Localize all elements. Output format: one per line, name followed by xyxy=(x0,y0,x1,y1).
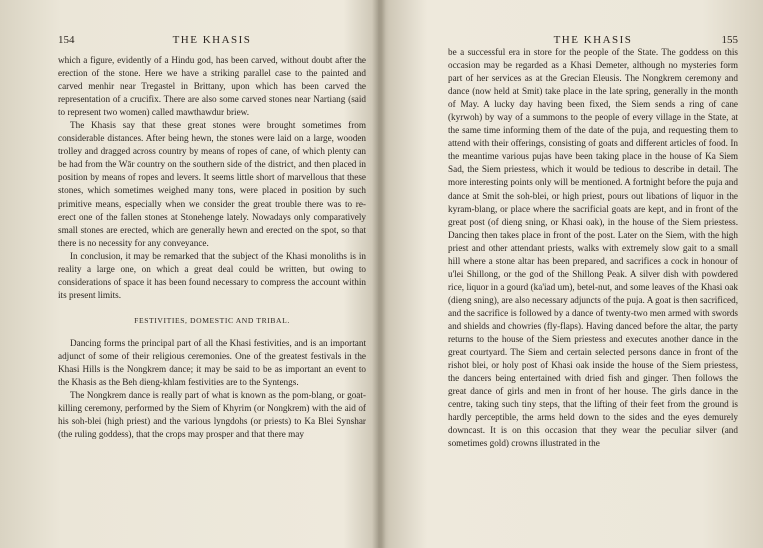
left-running-head xyxy=(58,34,366,50)
paragraph: The Khasis say that these great stones were brought sometimes from considerable distances. After being hewn, the stones were laid on a large, wooden trolley and dragged across country by means of ropes of cane, of which plenty can be had from the Wār country on the southern side of the district, and then placed in position by means of ropes and levers. It seems little short of marvellous that these stones, which sometimes weighed many tons, were placed in position by such primitive means, especially when we consider the great trouble there was to re-erect one of the fallen stones at Stonehenge lately. Nowadays only comparatively small stones are erected, which are generally hewn and erected on the spot, so that there is no necessity for any conveyance. xyxy=(58,120,366,248)
right-page xyxy=(448,0,738,548)
left-running-title: THE KHASIS xyxy=(172,34,252,46)
right-page-body xyxy=(448,46,738,546)
right-running-head xyxy=(448,34,738,50)
paragraph: which a figure, evidently of a Hindu god, has been carved, without doubt after the erection of the stone. Here we have a striking parallel case to the painted and carved menhir near Tregastel in Brittany, upon which has been carved the representation of a crucifix. There are also some carved stones near Nartiang (said to represent two women) called mawthawdur briew. xyxy=(58,55,366,118)
book-gutter xyxy=(372,0,386,548)
left-page xyxy=(58,0,366,548)
paragraph: The Nongkrem dance is really part of what is known as the pom-blang, or goat-killing ceremony, performed by the Siem of Khyrim (or Nongkrem) with the aid of his soh-blei (high priest) and the various lyngdohs (or priests) to Ka Blei Synshar (the ruling goddess), that the crops may prosper and that there may xyxy=(58,390,366,440)
right-page-number: 155 xyxy=(721,34,738,46)
right-running-title: THE KHASIS xyxy=(553,34,633,46)
section-heading: FESTIVITIES, DOMESTIC AND TRIBAL. xyxy=(134,315,290,325)
paragraph: be a successful era in store for the people of the State. The goddess on this occasion may be regarded as a Khasi Demeter, although no mysteries form part of her services as at the Grecian Eleusis. The Nongkrem ceremony and dance (now held at Smit) take place in the late spring, generally in the month of May. A lucky day having been fixed, the Siem sends a ring of cane (kyrwoh) by way of a summons to the people of every village in the State, at the same time informing them of the date of the puja, and requesting them to attend with their offerings, consisting of goats and different articles of food. In the meantime various pujas have been taking place in the house of Ka Siem Sad, the Siem priestess, which it would be tedious to describe in detail. The more interesting points only will be mentioned. A fortnight before the puja and dance at Smit the soh-blei, or high priest, pours out libations of liquor in the kyram-blang, or place where the sacrificial goats are kept, and in front of the great post (of dieng sning, or Khasi oak), in the house of the Siem priestess. Dancing then takes place in front of the post. Later on the Siem, with the high priest and other attendant priests, walks with extremely slow gait to a small hill where a stone altar has been prepared, and sacrifices a cock in honour of u'lei Shillong, or the god of the Shillong Peak. A silver dish with powdered rice, liquor in a gourd (ka'iad um), betel-nut, and some leaves of the Khasi oak (dieng sning), are also necessary adjuncts of the puja. A goat is then sacrificed, and the sacrifice is followed by a dance of twenty-two men armed with swords and shields and chowries (fly-flaps). Having danced before the altar, the party returns to the house of the Siem priestess and executes another dance in the great courtyard. The Siem and certain selected persons dance in front of the rishot blei, or holy post of Khasi oak inside the house of the Siem priestess, the dancers being entertained with dried fish and ginger. Then follows the great dance of girls and men in front of her house. The girls dance in the centre, taking such tiny steps, that the lifting of their feet from the ground is hardly perceptible, the arms held down to the sides and the eyes demurely downcast. It is on this occasion that they wear the peculiar silver (and sometimes gold) crowns illustrated in the xyxy=(448,47,738,449)
paragraph: In conclusion, it may be remarked that the subject of the Khasi monoliths is in reality a large one, on which a great deal could be written, but owing to considerations of space it has been found necessary to compress the account within its present limits. xyxy=(58,250,366,300)
left-page-number: 154 xyxy=(58,34,75,46)
paragraph: Dancing forms the principal part of all the Khasi festivities, and is an important adjunct of some of their religious ceremonies. One of the greatest festivals in the Khasi Hills is the Nongkrem dance; it may be said to be as important an event to the Khasis as the Beh dieng-khlam festivities are to the Syntengs. xyxy=(58,337,366,388)
left-page-body xyxy=(58,54,366,544)
